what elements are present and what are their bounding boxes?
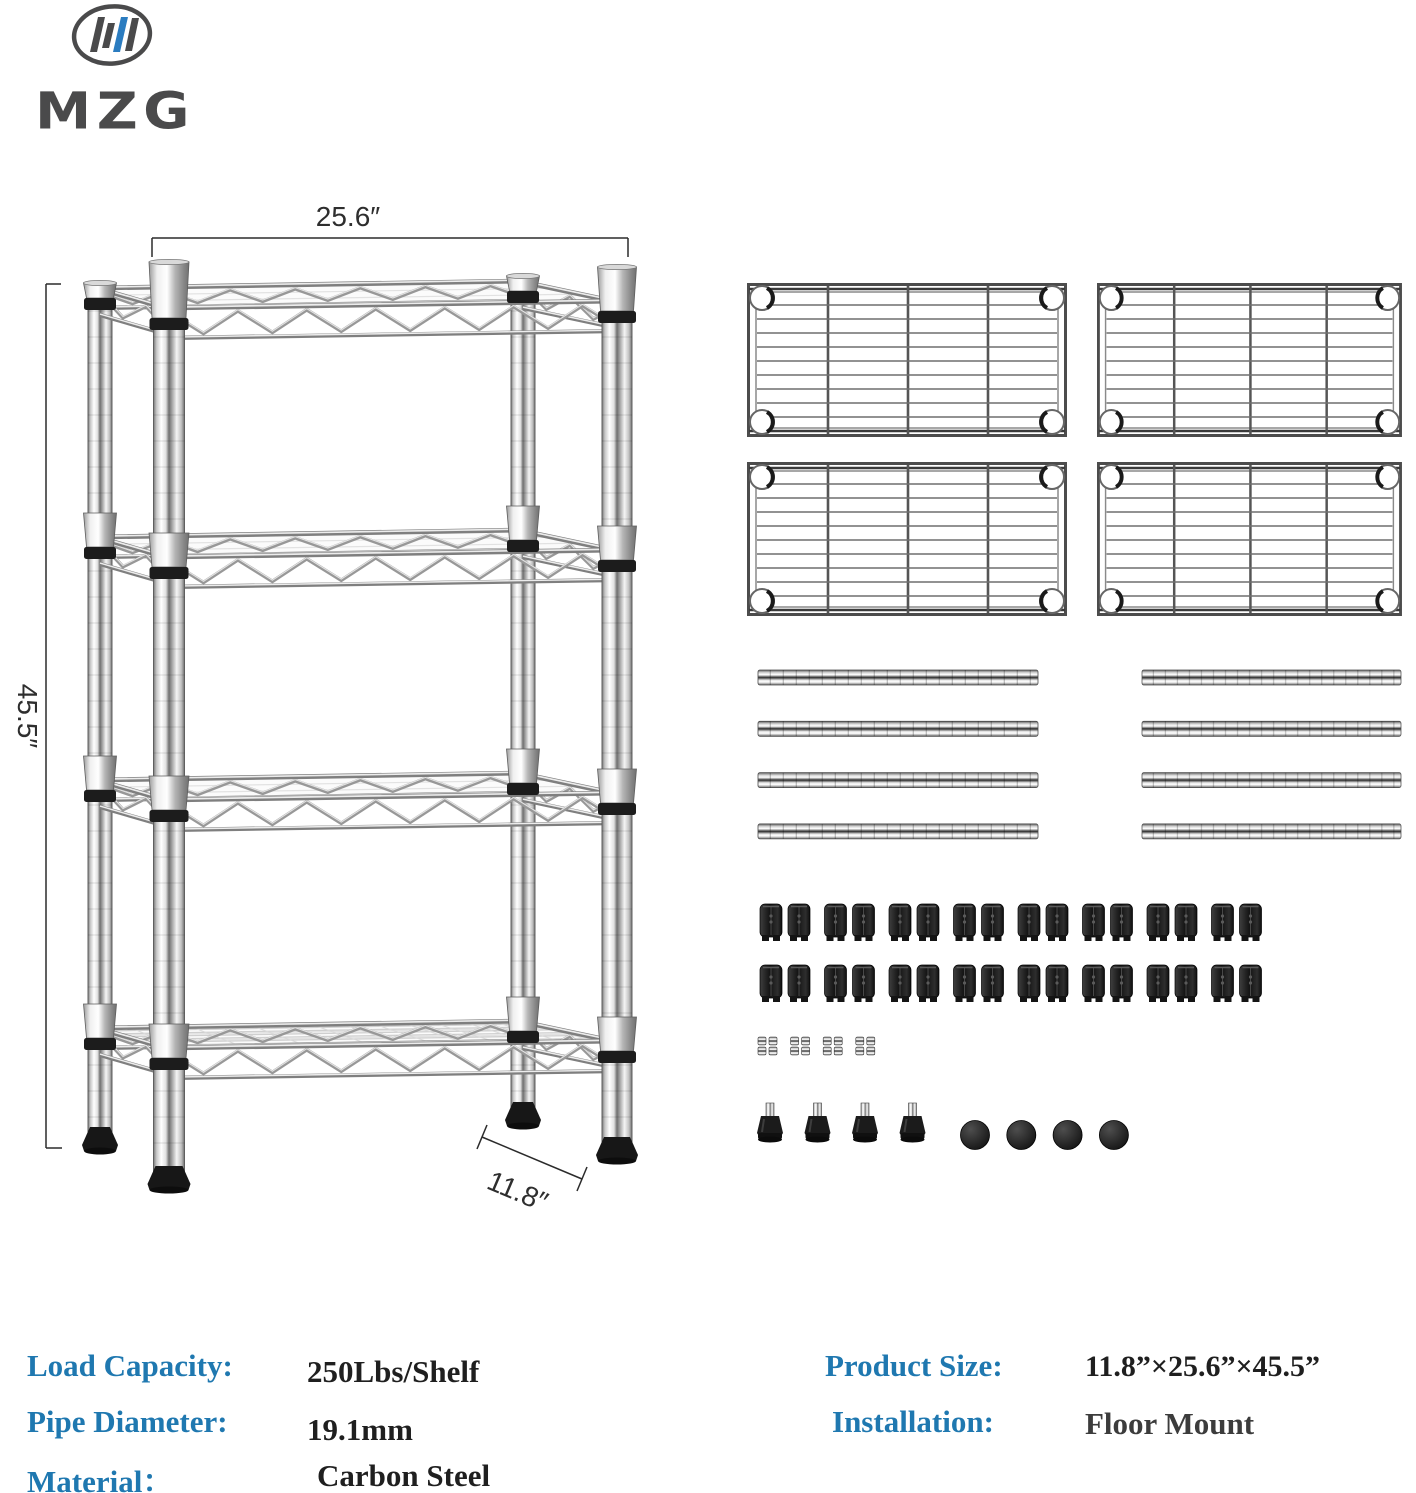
part-pole xyxy=(1142,670,1401,685)
part-sleeve-clip xyxy=(1111,904,1133,941)
part-sleeve-clip xyxy=(954,904,976,941)
height-dimension-line xyxy=(46,284,62,1148)
part-sleeve-clip xyxy=(760,904,782,941)
collar xyxy=(507,291,539,303)
part-sleeve-clip xyxy=(825,904,847,941)
collar xyxy=(84,1038,116,1050)
part-leveling-foot xyxy=(757,1103,783,1143)
collar xyxy=(598,1051,636,1063)
part-sleeve-clip xyxy=(889,904,911,941)
post-sleeve xyxy=(598,264,637,323)
unit-foot xyxy=(505,1102,541,1130)
part-sleeve-clip xyxy=(1212,965,1234,1002)
spec-label-product-size: Product Size: xyxy=(825,1348,1003,1383)
part-shelf xyxy=(1098,285,1400,436)
shelving-unit-illustration xyxy=(82,259,638,1193)
width-dimension-line xyxy=(152,238,628,257)
part-sleeve-clip xyxy=(1018,965,1040,1002)
collar xyxy=(150,1058,189,1070)
part-sleeve-clip xyxy=(1175,965,1197,1002)
part-sleeve-clip xyxy=(1018,904,1040,941)
unit-foot xyxy=(148,1166,191,1194)
part-end-cap xyxy=(1099,1121,1128,1150)
post-sleeve xyxy=(598,769,637,815)
part-sleeve-clip xyxy=(954,965,976,1002)
post-sleeve xyxy=(149,776,189,822)
part-sleeve-clip xyxy=(760,965,782,1002)
spec-label-pipe-diameter: Pipe Diameter: xyxy=(27,1404,228,1439)
part-sleeve-clip xyxy=(1147,904,1169,941)
post-sleeve xyxy=(598,526,637,572)
width-dimension-label: 25.6″ xyxy=(315,201,381,232)
part-shelf xyxy=(749,464,1066,615)
part-sleeve-clip xyxy=(1147,965,1169,1002)
collar xyxy=(150,567,189,579)
part-connector xyxy=(791,1037,810,1055)
part-pole xyxy=(1142,773,1401,788)
part-leveling-foot xyxy=(852,1103,878,1143)
part-pole xyxy=(758,773,1038,788)
post-sleeve xyxy=(598,1017,637,1063)
part-connector xyxy=(856,1037,875,1055)
part-sleeve-clip xyxy=(1240,904,1262,941)
collar xyxy=(507,1031,539,1043)
part-sleeve-clip xyxy=(1083,965,1105,1002)
spec-label-installation: Installation: xyxy=(832,1404,994,1439)
collar xyxy=(507,540,539,552)
part-sleeve-clip xyxy=(1175,904,1197,941)
unit-foot xyxy=(82,1127,118,1155)
post-sleeve xyxy=(507,749,540,795)
part-sleeve-clip xyxy=(917,904,939,941)
spec-label-material: Material： xyxy=(27,1464,174,1493)
part-pole xyxy=(758,721,1038,736)
depth-dimension-label: 11.8″ xyxy=(482,1164,553,1218)
part-sleeve-clip xyxy=(889,965,911,1002)
part-sleeve-clip xyxy=(1240,965,1262,1002)
part-leveling-foot xyxy=(805,1103,831,1143)
part-end-cap xyxy=(1007,1121,1036,1150)
part-sleeve-clip xyxy=(853,965,875,1002)
post-sleeve xyxy=(507,506,540,552)
part-sleeve-clip xyxy=(1046,965,1068,1002)
post-sleeve xyxy=(84,756,117,802)
post-sleeve xyxy=(149,1024,189,1070)
part-sleeve-clip xyxy=(853,904,875,941)
spec-value-load-capacity: 250Lbs/Shelf xyxy=(307,1354,480,1389)
part-shelf xyxy=(749,285,1066,436)
part-pole xyxy=(1142,721,1401,736)
height-dimension-label: 45.5″ xyxy=(12,683,43,749)
part-sleeve-clip xyxy=(825,965,847,1002)
brand-wordmark: MZG xyxy=(35,82,196,142)
collar xyxy=(84,547,116,559)
collar xyxy=(150,810,189,822)
post-sleeve xyxy=(84,513,117,559)
post-sleeve xyxy=(507,997,540,1043)
collar xyxy=(84,790,116,802)
unit-foot xyxy=(596,1137,638,1165)
part-sleeve-clip xyxy=(982,965,1004,1002)
part-sleeve-clip xyxy=(1083,904,1105,941)
collar xyxy=(507,783,539,795)
part-sleeve-clip xyxy=(1212,904,1234,941)
logo-m-icon xyxy=(90,17,139,52)
parts-layout xyxy=(749,285,1402,1150)
spec-value-installation: Floor Mount xyxy=(1085,1406,1255,1441)
collar xyxy=(598,803,636,815)
part-pole xyxy=(1142,824,1401,839)
part-shelf xyxy=(1098,464,1400,615)
brand-logo xyxy=(35,3,195,142)
part-leveling-foot xyxy=(900,1103,926,1143)
part-sleeve-clip xyxy=(788,904,810,941)
part-sleeve-clip xyxy=(982,904,1004,941)
spec-value-material: Carbon Steel xyxy=(317,1458,491,1493)
post-sleeve xyxy=(149,259,189,330)
part-sleeve-clip xyxy=(788,965,810,1002)
post-sleeve xyxy=(84,1004,117,1050)
part-connector xyxy=(758,1037,777,1055)
post-sleeve xyxy=(149,533,189,579)
spec-label-load-capacity: Load Capacity: xyxy=(27,1348,233,1383)
part-sleeve-clip xyxy=(1046,904,1068,941)
part-sleeve-clip xyxy=(1111,965,1133,1002)
spec-value-product-size: 11.8”×25.6”×45.5” xyxy=(1085,1350,1321,1383)
post-sleeve xyxy=(507,273,540,303)
spec-value-pipe-diameter: 19.1mm xyxy=(307,1412,413,1447)
part-connector xyxy=(823,1037,842,1055)
collar xyxy=(598,311,636,323)
collar xyxy=(150,318,189,330)
part-pole xyxy=(758,670,1038,685)
collar xyxy=(598,560,636,572)
part-end-cap xyxy=(1053,1121,1082,1150)
part-pole xyxy=(758,824,1038,839)
part-end-cap xyxy=(961,1121,990,1150)
post-sleeve xyxy=(84,280,117,310)
part-sleeve-clip xyxy=(917,965,939,1002)
collar xyxy=(84,298,116,310)
